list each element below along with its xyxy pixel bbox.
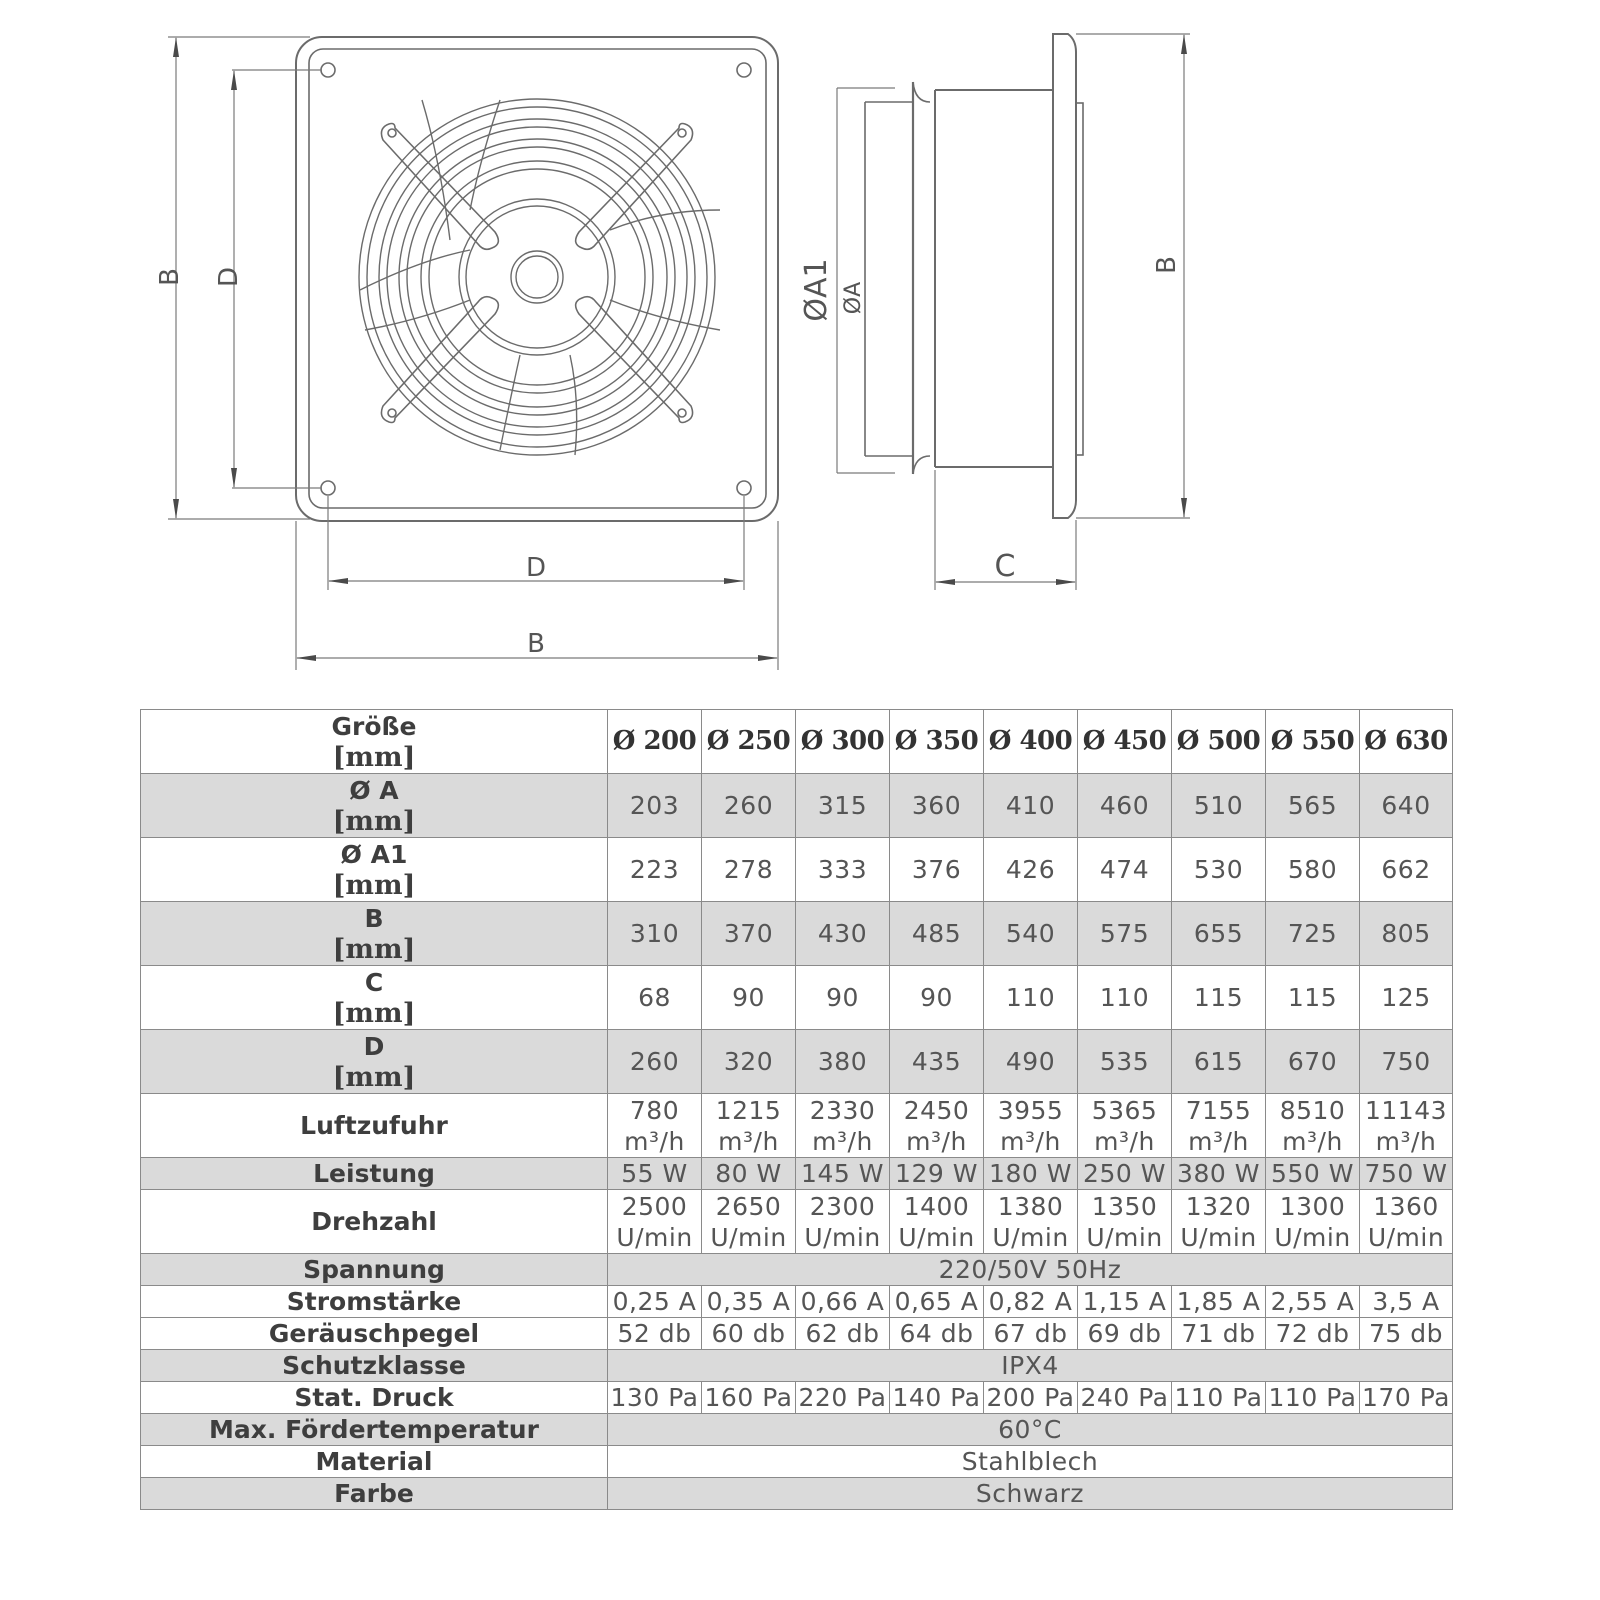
row-label: Ø A — [349, 775, 399, 805]
table-cell: 110 — [1078, 966, 1172, 1030]
table-cell: 75 db — [1360, 1318, 1453, 1350]
table-cell: 110 Pa — [1266, 1382, 1360, 1414]
table-cell: 250 W — [1078, 1158, 1172, 1190]
table-cell: 140 Pa — [890, 1382, 984, 1414]
row-unit: [mm] — [332, 869, 416, 901]
row-unit: [mm] — [332, 1061, 416, 1093]
row-label: B — [364, 903, 384, 933]
table-row-max-temp — [141, 1414, 1453, 1446]
guard-struts-icon — [381, 75, 762, 422]
table-row-b — [141, 902, 1453, 966]
table-cell: 485 — [890, 902, 984, 966]
table-cell: 0,35 A — [702, 1286, 796, 1318]
table-cell: 240 Pa — [1078, 1382, 1172, 1414]
table-cell: 278 — [702, 838, 796, 902]
row-label-cell — [141, 774, 608, 838]
table-cell: 2330 m³/h — [796, 1094, 890, 1158]
table-cell: 0,82 A — [984, 1286, 1078, 1318]
table-cell: 474 — [1078, 838, 1172, 902]
table-cell: 220 Pa — [796, 1382, 890, 1414]
table-cell: 60 db — [702, 1318, 796, 1350]
table-row-d — [141, 1030, 1453, 1094]
row-label: D — [363, 1031, 385, 1061]
table-row-c — [141, 966, 1453, 1030]
table-row-leistung — [141, 1158, 1453, 1190]
table-cell: 68 — [608, 966, 702, 1030]
table-row-geraeuschpegel — [141, 1318, 1453, 1350]
dim-label-b-side: B — [1152, 256, 1182, 274]
table-cell: 725 — [1266, 902, 1360, 966]
table-cell: 203 — [608, 774, 702, 838]
row-label: Material — [141, 1446, 608, 1478]
table-row-stromstaerke — [141, 1286, 1453, 1318]
table-cell: 90 — [702, 966, 796, 1030]
size-header: Ø 250 — [702, 710, 796, 774]
size-header: Ø 350 — [890, 710, 984, 774]
table-cell: 260 — [702, 774, 796, 838]
table-cell: 52 db — [608, 1318, 702, 1350]
table-cell-merged: 220/50V 50Hz — [608, 1254, 1453, 1286]
size-header: Ø 200 — [608, 710, 702, 774]
table-cell: 780 m³/h — [608, 1094, 702, 1158]
dim-label-d-horizontal: D — [525, 553, 547, 583]
header-unit: [mm] — [332, 741, 416, 773]
table-cell: 69 db — [1078, 1318, 1172, 1350]
table-cell: 320 — [702, 1030, 796, 1094]
table-cell: 55 W — [608, 1158, 702, 1190]
table-cell: 110 Pa — [1172, 1382, 1266, 1414]
table-cell: 0,25 A — [608, 1286, 702, 1318]
dim-label-d-vertical: D — [214, 266, 244, 288]
table-cell: 662 — [1360, 838, 1453, 902]
table-cell: 380 W — [1172, 1158, 1266, 1190]
flange — [1053, 34, 1076, 518]
table-cell: 125 — [1360, 966, 1453, 1030]
table-cell: 110 — [984, 966, 1078, 1030]
table-cell: 805 — [1360, 902, 1453, 966]
mounting-plate-outer — [296, 37, 778, 521]
table-cell: 115 — [1266, 966, 1360, 1030]
table-cell: 1215 m³/h — [702, 1094, 796, 1158]
table-row-farbe — [141, 1478, 1453, 1510]
table-cell: 360 — [890, 774, 984, 838]
table-cell: 410 — [984, 774, 1078, 838]
table-cell: 1350 U/min — [1078, 1190, 1172, 1254]
row-label: Farbe — [141, 1478, 608, 1510]
header-label-cell — [141, 710, 608, 774]
table-cell: 2,55 A — [1266, 1286, 1360, 1318]
row-label-cell — [141, 838, 608, 902]
row-label-cell — [141, 902, 608, 966]
side-dimensions — [837, 34, 1190, 590]
table-cell: 223 — [608, 838, 702, 902]
table-cell-merged: Schwarz — [608, 1478, 1453, 1510]
table-row-stat-druck — [141, 1382, 1453, 1414]
table-cell: 2450 m³/h — [890, 1094, 984, 1158]
table-cell: 750 — [1360, 1030, 1453, 1094]
table-cell: 3955 m³/h — [984, 1094, 1078, 1158]
size-header: Ø 630 — [1360, 710, 1453, 774]
table-cell: 2500 U/min — [608, 1190, 702, 1254]
row-label: Luftzufuhr — [141, 1094, 608, 1158]
table-cell: 540 — [984, 902, 1078, 966]
table-cell: 170 Pa — [1360, 1382, 1453, 1414]
table-cell: 1380 U/min — [984, 1190, 1078, 1254]
table-header-row — [141, 710, 1453, 774]
table-row-drehzahl — [141, 1190, 1453, 1254]
table-cell: 490 — [984, 1030, 1078, 1094]
row-label: Drehzahl — [141, 1190, 608, 1254]
table-cell: 460 — [1078, 774, 1172, 838]
dim-label-c: C — [994, 549, 1016, 584]
table-cell: 1,15 A — [1078, 1286, 1172, 1318]
size-header: Ø 300 — [796, 710, 890, 774]
table-row-material — [141, 1446, 1453, 1478]
table-cell: 426 — [984, 838, 1078, 902]
dim-label-diameter-a: ØA — [841, 281, 866, 315]
table-cell: 430 — [796, 902, 890, 966]
table-cell: 115 — [1172, 966, 1266, 1030]
table-cell: 333 — [796, 838, 890, 902]
table-cell: 655 — [1172, 902, 1266, 966]
dim-label-b-horizontal: B — [527, 629, 545, 659]
table-cell: 615 — [1172, 1030, 1266, 1094]
table-cell: 2650 U/min — [702, 1190, 796, 1254]
table-cell: 0,66 A — [796, 1286, 890, 1318]
table-cell: 1320 U/min — [1172, 1190, 1266, 1254]
table-cell: 8510 m³/h — [1266, 1094, 1360, 1158]
header-label: Größe — [331, 711, 417, 741]
table-cell: 2300 U/min — [796, 1190, 890, 1254]
table-cell: 90 — [796, 966, 890, 1030]
table-cell: 0,65 A — [890, 1286, 984, 1318]
table-cell: 72 db — [1266, 1318, 1360, 1350]
table-cell: 67 db — [984, 1318, 1078, 1350]
table-cell: 535 — [1078, 1030, 1172, 1094]
table-cell: 71 db — [1172, 1318, 1266, 1350]
side-view — [865, 34, 1083, 518]
table-cell: 370 — [702, 902, 796, 966]
row-unit: [mm] — [332, 933, 416, 965]
table-cell: 260 — [608, 1030, 702, 1094]
table-row-spannung — [141, 1254, 1453, 1286]
table-cell: 575 — [1078, 902, 1172, 966]
table-cell: 640 — [1360, 774, 1453, 838]
table-cell: 750 W — [1360, 1158, 1453, 1190]
dim-label-b-vertical: B — [155, 268, 185, 286]
table-row-schutzklasse — [141, 1350, 1453, 1382]
row-label-cell — [141, 1030, 608, 1094]
front-view — [296, 37, 778, 521]
table-cell: 5365 m³/h — [1078, 1094, 1172, 1158]
table-cell: 129 W — [890, 1158, 984, 1190]
table-cell: 550 W — [1266, 1158, 1360, 1190]
table-cell: 315 — [796, 774, 890, 838]
size-header: Ø 500 — [1172, 710, 1266, 774]
row-label: Leistung — [141, 1158, 608, 1190]
row-label: C — [364, 967, 384, 997]
table-cell: 160 Pa — [702, 1382, 796, 1414]
size-header: Ø 450 — [1078, 710, 1172, 774]
spec-table — [140, 709, 1453, 1510]
table-row-diameter-a1 — [141, 838, 1453, 902]
table-cell-merged: 60°C — [608, 1414, 1453, 1446]
table-cell: 380 — [796, 1030, 890, 1094]
fan-guard-icon — [359, 99, 720, 455]
table-cell: 90 — [890, 966, 984, 1030]
table-cell: 435 — [890, 1030, 984, 1094]
table-row-luftzufuhr — [141, 1094, 1453, 1158]
table-cell: 130 Pa — [608, 1382, 702, 1414]
table-cell: 180 W — [984, 1158, 1078, 1190]
table-cell-merged: IPX4 — [608, 1350, 1453, 1382]
table-cell: 310 — [608, 902, 702, 966]
table-cell: 580 — [1266, 838, 1360, 902]
table-cell: 64 db — [890, 1318, 984, 1350]
table-cell: 145 W — [796, 1158, 890, 1190]
table-cell: 565 — [1266, 774, 1360, 838]
technical-drawing — [0, 0, 1600, 700]
table-cell: 530 — [1172, 838, 1266, 902]
size-header: Ø 400 — [984, 710, 1078, 774]
row-label: Schutzklasse — [141, 1350, 608, 1382]
table-cell: 1400 U/min — [890, 1190, 984, 1254]
table-cell: 80 W — [702, 1158, 796, 1190]
table-cell: 7155 m³/h — [1172, 1094, 1266, 1158]
table-cell: 1,85 A — [1172, 1286, 1266, 1318]
row-label: Max. Fördertemperatur — [141, 1414, 608, 1446]
mounting-plate-inner — [309, 49, 766, 508]
table-cell: 200 Pa — [984, 1382, 1078, 1414]
row-unit: [mm] — [332, 805, 416, 837]
table-cell: 376 — [890, 838, 984, 902]
table-cell: 3,5 A — [1360, 1286, 1453, 1318]
table-cell: 1360 U/min — [1360, 1190, 1453, 1254]
row-label: Stat. Druck — [141, 1382, 608, 1414]
table-cell: 62 db — [796, 1318, 890, 1350]
table-cell: 670 — [1266, 1030, 1360, 1094]
dim-label-diameter-a1: ØA1 — [799, 258, 834, 322]
table-cell: 1300 U/min — [1266, 1190, 1360, 1254]
row-label: Ø A1 — [340, 839, 408, 869]
row-label: Geräuschpegel — [141, 1318, 608, 1350]
row-label: Stromstärke — [141, 1286, 608, 1318]
row-label-cell — [141, 966, 608, 1030]
table-cell: 510 — [1172, 774, 1266, 838]
row-label: Spannung — [141, 1254, 608, 1286]
table-cell: 11143 m³/h — [1360, 1094, 1453, 1158]
table-row-diameter-a — [141, 774, 1453, 838]
size-header: Ø 550 — [1266, 710, 1360, 774]
table-cell-merged: Stahlblech — [608, 1446, 1453, 1478]
row-unit: [mm] — [332, 997, 416, 1029]
